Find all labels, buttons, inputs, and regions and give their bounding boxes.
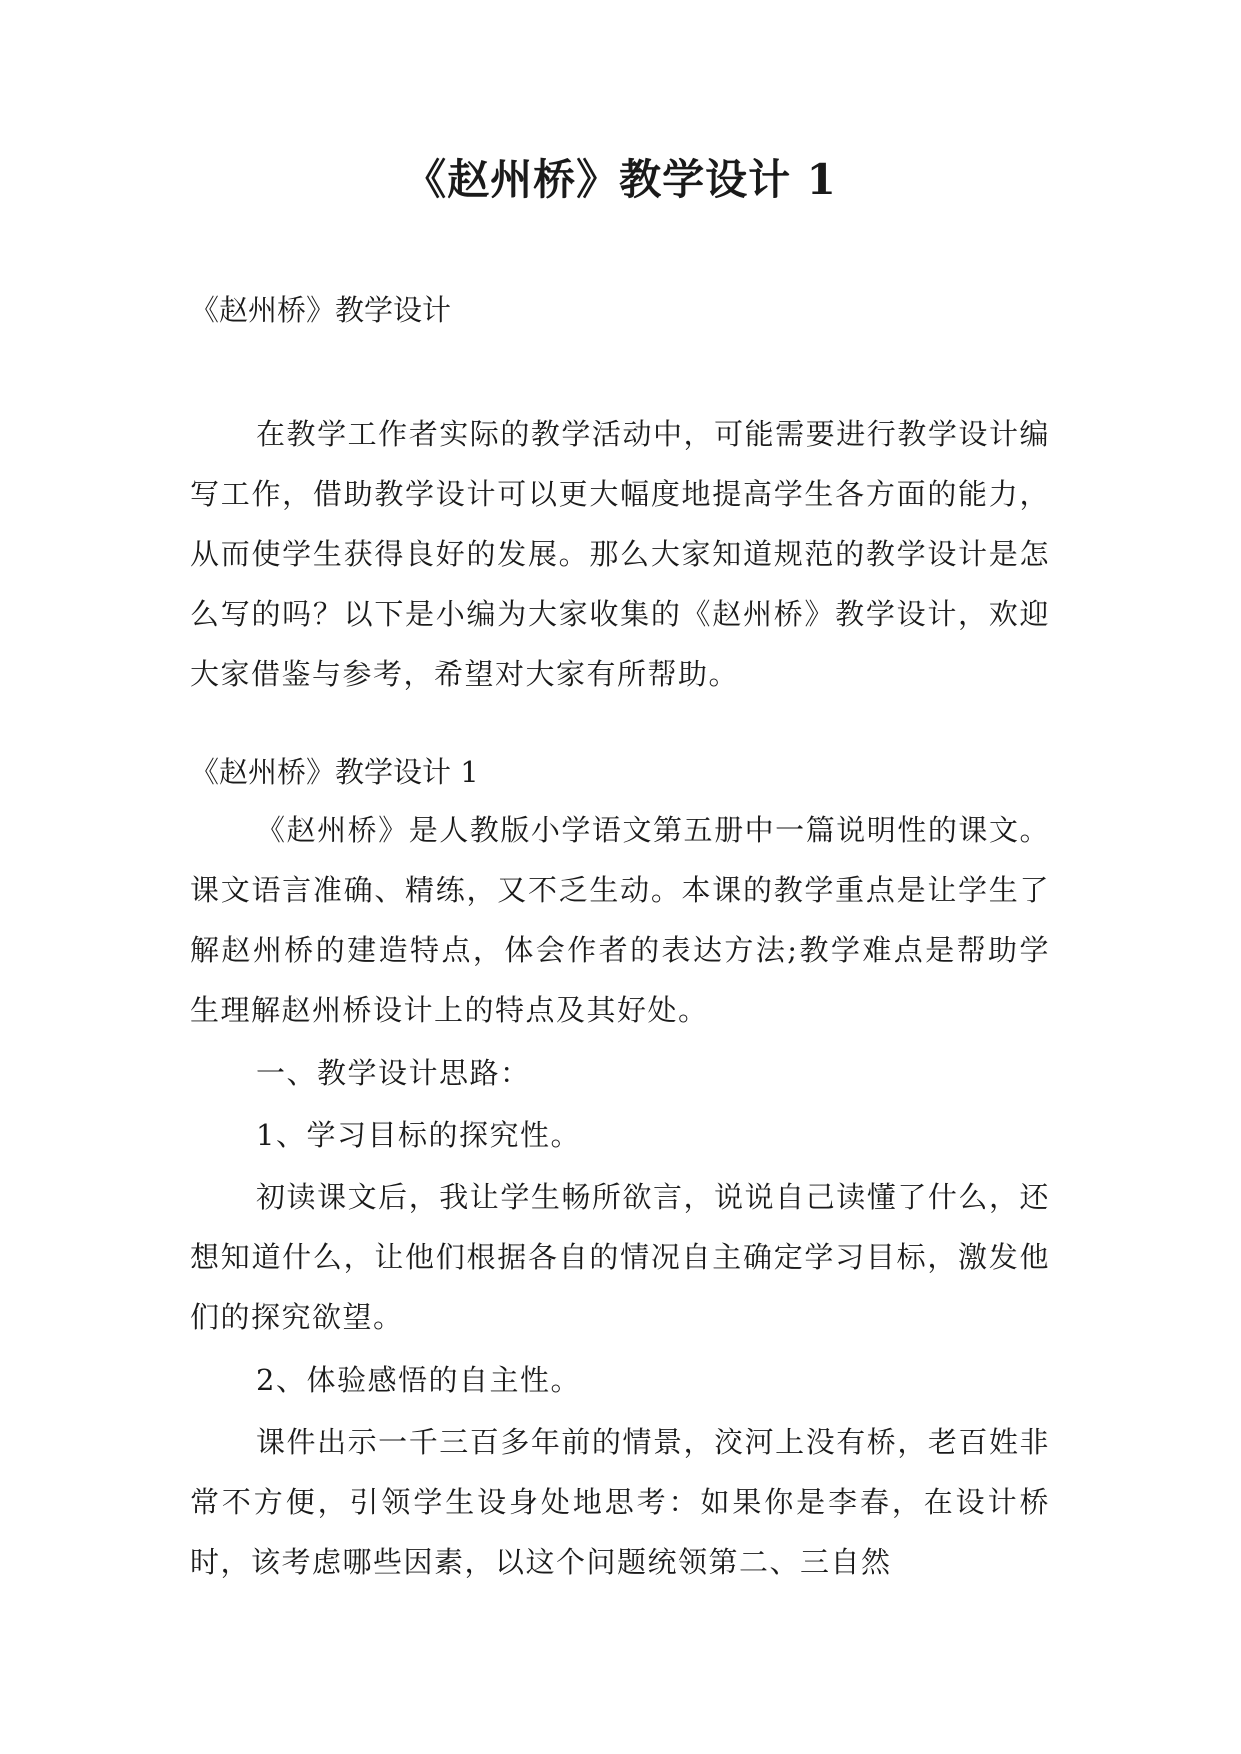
intro-paragraph: 在教学工作者实际的教学活动中，可能需要进行教学设计编写工作，借助教学设计可以更大幅度地提高学生各方面的能力，从而使学生获得良好的发展。那么大家知道规范的教学设计是怎么写的吗？以下是小编为大家收集的《赵州桥》教学设计，欢迎大家借鉴与参考，希望对大家有所帮助。 xyxy=(190,417,1050,691)
document-title: 《赵州桥》教学设计 1 xyxy=(404,155,837,204)
body-paragraph-1: 《赵州桥》是人教版小学语文第五册中一篇说明性的课文。课文语言准确、精练，又不乏生动。本课的教学重点是让学生了解赵州桥的建造特点，体会作者的表达方法;教学难点是帮助学生理解赵州桥设计上的特点及其好处。 xyxy=(190,813,1050,1027)
body-paragraph-3: 1、学习目标的探究性。 xyxy=(256,1118,581,1152)
section-heading: 《赵州桥》教学设计 1 xyxy=(190,755,479,789)
body-paragraph-5: 2、体验感悟的自主性。 xyxy=(256,1363,581,1397)
body-paragraph-6: 课件出示一千三百多年前的情景，洨河上没有桥，老百姓非常不方便，引领学生设身处地思考：如果你是李春，在设计桥时，该考虑哪些因素，以这个问题统领第二、三自然 xyxy=(190,1425,1050,1579)
document-subtitle: 《赵州桥》教学设计 xyxy=(190,293,452,327)
body-paragraph-4: 初读课文后，我让学生畅所欲言，说说自己读懂了什么，还想知道什么，让他们根据各自的情况自主确定学习目标，激发他们的探究欲望。 xyxy=(190,1180,1050,1334)
body-paragraph-2: 一、教学设计思路： xyxy=(256,1056,531,1090)
